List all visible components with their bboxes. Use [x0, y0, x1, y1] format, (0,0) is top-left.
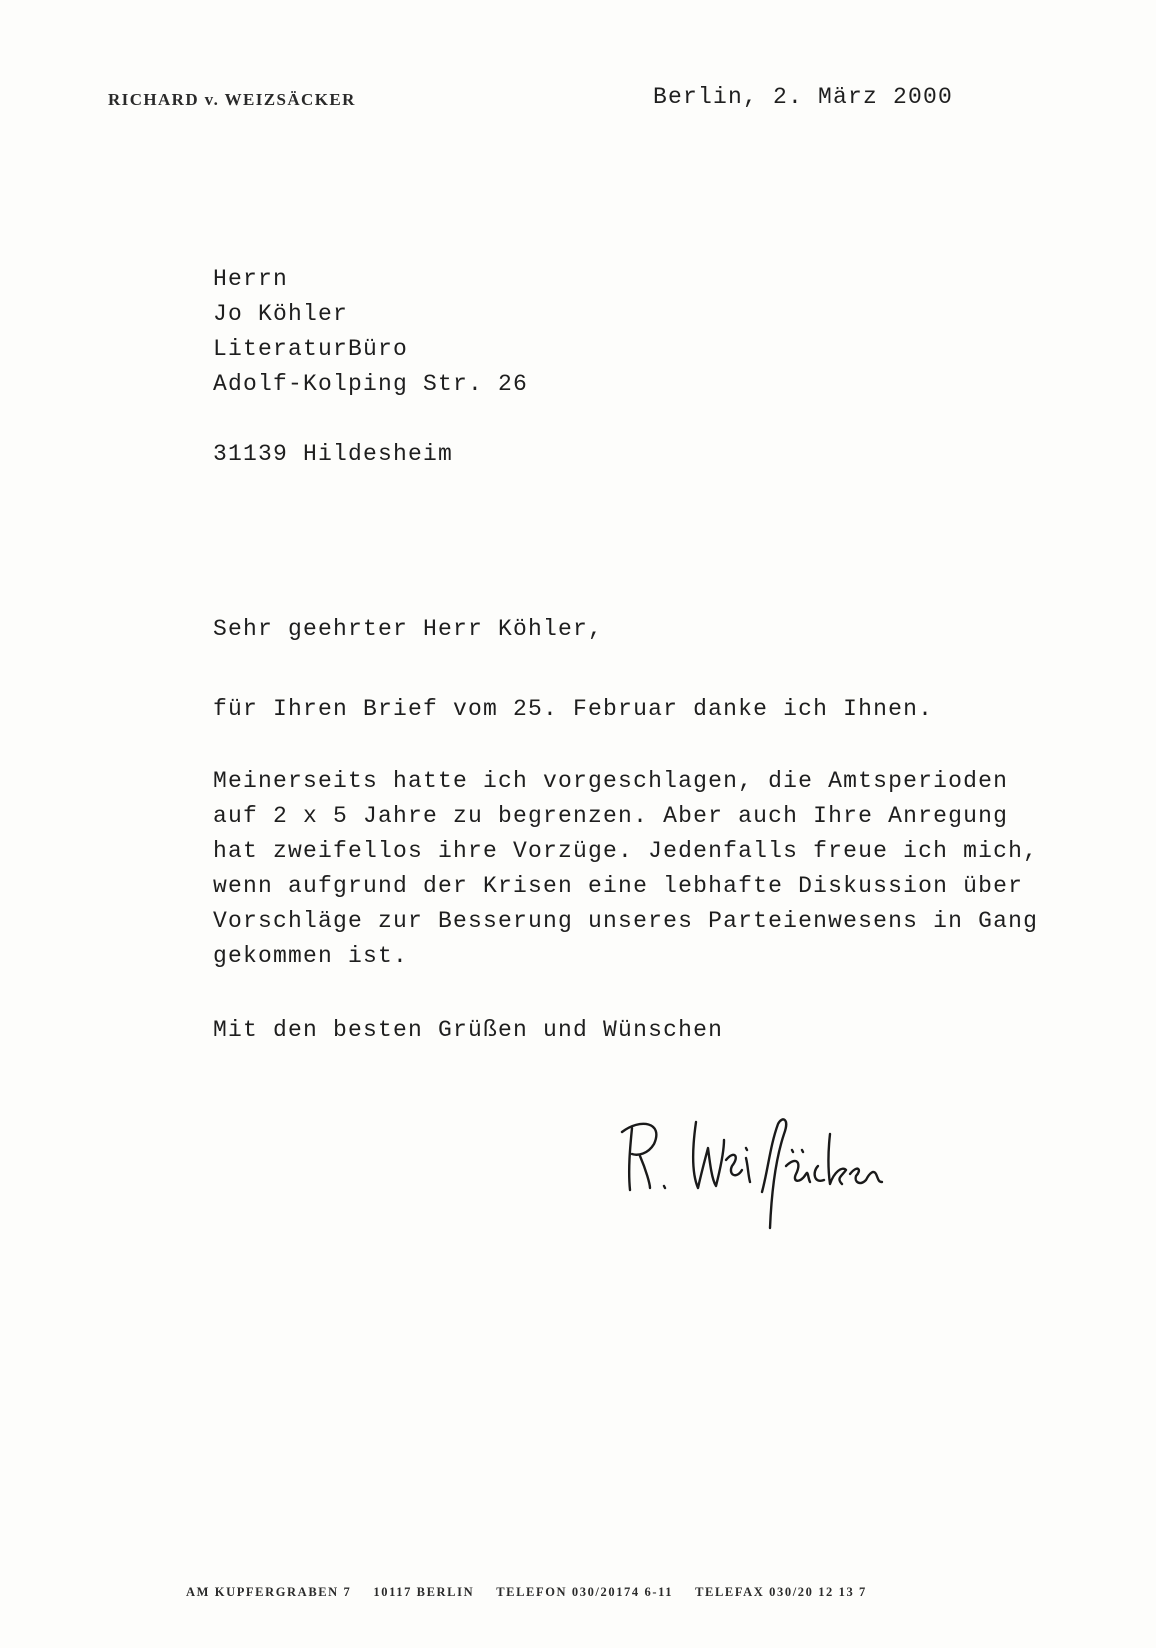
footer-phone: TELEFON 030/20174 6-11	[496, 1585, 674, 1599]
recipient-city: 31139 Hildesheim	[213, 441, 454, 467]
recipient-salutation-line: Herrn	[213, 266, 289, 292]
paragraph-line: gekommen ist.	[213, 943, 409, 969]
recipient-address	[213, 266, 529, 467]
recipient-name: Jo Köhler	[213, 301, 349, 327]
salutation: Sehr geehrter Herr Köhler,	[213, 616, 604, 642]
body-paragraph	[213, 768, 1039, 976]
handwritten-signature	[620, 1100, 960, 1230]
recipient-organization: LiteraturBüro	[213, 336, 409, 362]
footer-contact	[186, 1585, 889, 1600]
intro-sentence: für Ihren Brief vom 25. Februar danke ich Ihnen.	[213, 696, 934, 722]
footer-address: AM KUPFERGRABEN 7	[186, 1585, 352, 1599]
closing: Mit den besten Grüßen und Wünschen	[213, 1017, 724, 1043]
recipient-street: Adolf-Kolping Str. 26	[213, 371, 529, 397]
paragraph-line: wenn aufgrund der Krisen eine lebhafte Diskussion über	[213, 873, 1024, 899]
footer-city: 10117 BERLIN	[373, 1585, 475, 1599]
paragraph-line: auf 2 x 5 Jahre zu begrenzen. Aber auch Ihre Anregung	[213, 803, 1009, 829]
paragraph-line: Vorschläge zur Besserung unseres Parteienwesens in Gang	[213, 908, 1039, 934]
place-date: Berlin, 2. März 2000	[653, 84, 954, 110]
paragraph-line: Meinerseits hatte ich vorgeschlagen, die Amtsperioden	[213, 768, 1009, 794]
letterhead-name: RICHARD v. WEIZSÄCKER	[108, 90, 356, 109]
paragraph-line: hat zweifellos ihre Vorzüge. Jedenfalls freue ich mich,	[213, 838, 1039, 864]
footer-fax: TELEFAX 030/20 12 13 7	[695, 1585, 867, 1599]
